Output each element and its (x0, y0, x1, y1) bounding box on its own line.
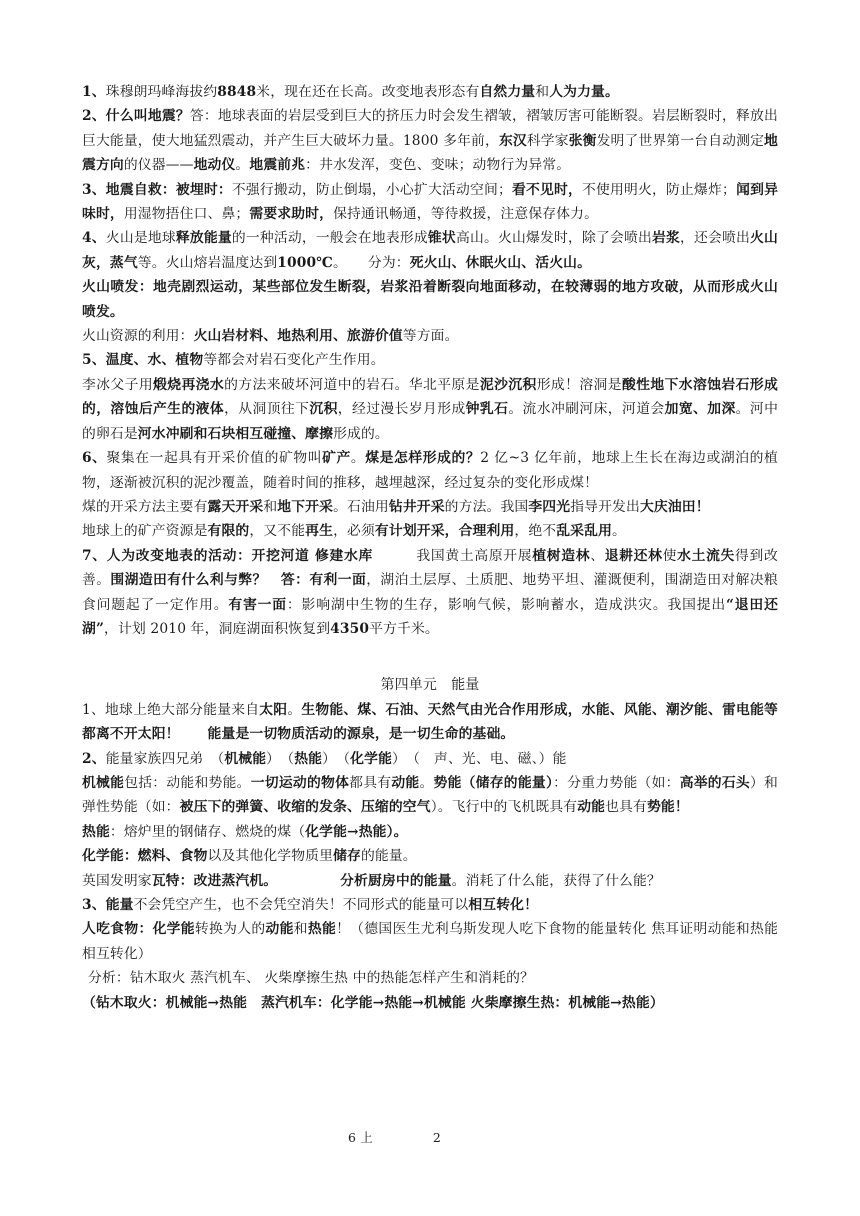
text: 不使用明火，防止爆炸； (582, 181, 737, 198)
text-bold: 有限的 (207, 523, 250, 540)
text-bold: 有害一面 (228, 596, 287, 613)
text: 、 (590, 547, 605, 564)
text-bold: 热能 (294, 750, 323, 767)
paragraph-4 (82, 226, 778, 275)
text-bold: 有计划开采，合理利用 (374, 523, 515, 540)
text: 用湿物捂住口、鼻； (123, 206, 250, 223)
text: 使 (662, 547, 678, 564)
text-bold: 退耕还林 (604, 547, 663, 564)
text: ，必须 (333, 523, 375, 540)
text: 火山资源的利用： (82, 328, 194, 345)
text: 转换为人的 (194, 921, 266, 938)
text-bold: 势能！ (646, 799, 689, 816)
text-bold: 露天开采 (207, 498, 264, 515)
text: ：影响湖中生物的生存，影响气候，影响蓄水，造成洪灾。我国提出 (286, 596, 727, 613)
item-number: 6、 (82, 450, 107, 467)
text: 的方法。我国 (444, 498, 529, 515)
text: 和 (293, 921, 308, 938)
text-bold: 大庆油田！ (639, 498, 710, 515)
page-footer (348, 1126, 441, 1150)
text-bold: 高举的石头 (679, 774, 750, 791)
text-bold: 岩浆 (652, 230, 681, 247)
question-heading: 3、地震自救： (82, 181, 176, 198)
text: 2 亿~3 亿年前，地球上生长在海边或湖泊的植物，逐渐被沉积的泥沙覆盖，随着时间的推移，越埋越深，经过复杂的变化形成煤！ (82, 450, 778, 491)
paragraph-17 (82, 844, 778, 868)
text-bold: 张衡 (568, 132, 597, 149)
text: 李冰父子用 (82, 376, 154, 393)
text: ） （ 声、光、电、磁、）能 (392, 750, 567, 767)
text-bold: 围湖造田有什么利与弊？ 答：有利一面 (110, 572, 367, 589)
text-bold: 火山灰，蒸气 (82, 230, 778, 271)
text: ：分重力势能（如： (553, 774, 680, 791)
item-number: 2、 (82, 750, 106, 767)
text: ，从洞顶往下 (224, 401, 310, 418)
text (180, 726, 208, 742)
section-heading: 第四单元 能量 (380, 677, 480, 694)
text-bold: 火山岩材料、地热利用、旅游价值 (193, 328, 403, 345)
text: ，计划 2010 年，洞庭湖面积恢复到 (104, 620, 331, 637)
text: 。 (612, 523, 626, 540)
text: 。 (350, 450, 366, 467)
text-bold: 热能 (82, 823, 110, 840)
paragraph-13 (82, 698, 778, 747)
text-bold: 河水冲刷和石块相互碰撞、摩擦 (137, 425, 334, 442)
text-bold: 热能 (307, 921, 337, 938)
text: 能量家族四兄弟 （ (105, 750, 225, 767)
text-bold: 太阳 (259, 701, 288, 718)
paragraph-3 (82, 178, 778, 227)
text-bold: 煅烧再浇水 (153, 376, 225, 393)
paragraph-9 (82, 446, 778, 495)
text: 不强行搬动，防止倒塌，小心扩大活动空间； (231, 181, 512, 198)
text-bold: 化学能 (350, 750, 393, 767)
text-bold: 被埋时： (175, 181, 232, 198)
text-bold: 储存 (333, 848, 361, 865)
text: ，还会喷出 (680, 230, 751, 247)
text: 保持通讯畅通，等待救援，注意保存体力。 (333, 206, 599, 223)
text: ，绝不 (514, 523, 557, 540)
question-heading: 2、什么叫地震？ (82, 108, 190, 125)
text: ）。飞行中的飞机既具有 (430, 799, 578, 816)
text: ，经过漫长岁月形成 (337, 401, 466, 418)
text-bold: 加宽、加深 (664, 401, 736, 418)
text: 。消耗了什么能，获得了什么能？ (451, 872, 661, 889)
text: ） （ (322, 750, 351, 767)
text-bold: 化学能 (152, 921, 195, 938)
text-bold: 地下开采 (277, 498, 334, 515)
text-bold: “退田还湖” (82, 596, 779, 637)
text-bold: 地动仪 (193, 157, 236, 174)
text-bold: 酸性地下水溶蚀岩石形成的，溶蚀后产生的液体 (82, 376, 779, 418)
text: ：熔炉里的钢储存、燃烧的煤（ (109, 823, 306, 840)
text: 等。火山熔岩温度达到 (137, 254, 278, 271)
text-bold: 势能（储存的能量） (433, 774, 554, 791)
text-bold: 东汉 (498, 132, 527, 149)
text-bold: 煤是怎样形成的？ (365, 450, 481, 467)
text: ） （ (266, 750, 295, 767)
text: 的方法来破坏河道中的岩石。华北平原是 (224, 376, 480, 393)
text-bold: 乱采乱用 (556, 523, 613, 540)
paragraph-11 (82, 519, 778, 543)
text-bold: 被压下的弹簧、收缩的发条、压缩的空气 (179, 799, 431, 816)
text-bold: 生物能、煤、石油、天然气由光合作用形成，水能、风能、潮汐能、雷电能等都离不开太阳！ (82, 701, 778, 743)
question-heading: 7、人为改变地表的活动：开挖河道 修建水库 (82, 547, 373, 564)
text: ！（德国医生尤利乌斯发现人吃下食物的能量转化 焦耳证明动能和热能相互转化） (82, 921, 779, 962)
text-bold: 锥状 (427, 230, 456, 247)
page-number: 2 (432, 1130, 441, 1145)
text: 地球上的矿产资源是 (82, 523, 208, 540)
text: 米，现在还在长高。改变地表形态有 (256, 84, 480, 100)
text-bold: 闻到异味时， (82, 181, 779, 223)
item-number: 1、 (82, 84, 106, 100)
text: 高山。火山爆发时，除了会喷出 (455, 230, 652, 247)
text: 珠穆朗玛峰海拔约 (105, 84, 218, 100)
text: 答：地球表面的岩层受到巨大的挤压力时会发生褶皱，褶皱厉害可能断裂。岩层断裂时，释放出巨大能量，使大地猛烈震动，并产生巨大破坏力量。1800 多年前， (82, 108, 778, 149)
text-bold: 看不见时， (511, 181, 583, 198)
text (270, 873, 340, 889)
text: 等都会对岩石变化产生作用。 (203, 352, 385, 369)
text: 等方面。 (402, 328, 459, 345)
paragraph-2 (82, 104, 778, 177)
text-bold: 地震方向 (82, 132, 778, 174)
paragraph-7 (82, 348, 778, 372)
footer-label: 6 上 (348, 1130, 373, 1145)
text-bold: 动能 (577, 799, 606, 816)
paragraph-18 (82, 869, 778, 893)
text: ：井水发浑，变色、变味；动物行为异常。 (305, 157, 571, 174)
text-bold: 死火山、休眠火山、活火山。 (409, 254, 592, 271)
text: ）和弹性势能（如： (82, 774, 778, 816)
text: 。 (235, 157, 250, 174)
item-number: 4、 (82, 230, 106, 247)
text: ，又不能 (249, 523, 306, 540)
text: ，湖泊土层厚、土质肥、地势平坦、灌溉便利，围湖造田对解决粮食问题起了一定作用。 (82, 572, 778, 613)
text: 。河中的卵石是 (82, 401, 779, 442)
text-bold: 机械能 (82, 774, 125, 791)
text: 指导开发出 (570, 498, 640, 515)
paragraph-14 (82, 747, 778, 771)
text-bold: 释放能量 (175, 230, 232, 247)
text: 。石油用 (333, 498, 389, 515)
text-bold: 机械能 (224, 750, 267, 767)
text: 的能量。 (360, 848, 417, 865)
text: 都具有 (349, 774, 392, 791)
text: 煤的开采方法主要有 (82, 498, 208, 515)
text-bold: 8848 (217, 84, 257, 100)
text-bold: 一切运动的物体 (250, 774, 350, 791)
text: 也具有 (605, 799, 647, 816)
text-bold: 相互转化！ (468, 897, 539, 913)
paragraph-8 (82, 373, 778, 446)
text: 的一种活动，一般会在地表形成 (231, 230, 428, 247)
text: 科学家 (526, 132, 569, 149)
text-bold: 钻井开采 (388, 498, 445, 515)
text: 我国黄土高原开展 (372, 547, 533, 564)
text-bold: 化学能→热能 (305, 823, 387, 840)
paragraph-19 (82, 893, 778, 917)
text-bold: 钟乳石 (465, 401, 509, 418)
text: 英国发明家 (82, 872, 152, 889)
text: 和 (263, 498, 278, 515)
paragraph-20 (82, 917, 778, 966)
text: 发明了世界第一台自动测定 (596, 132, 765, 149)
text-bold: 瓦特：改进蒸汽机。 (151, 872, 271, 889)
text-bold: 动能 (265, 921, 294, 938)
text-bold: 再生 (305, 523, 334, 540)
text: 的仪器—— (123, 157, 194, 174)
paragraph-21: 分析：钻木取火 蒸汽机车、 火柴摩擦生热 中的热能怎样产生和消耗的？ (88, 970, 534, 987)
text-bold: 3、能量 (82, 897, 134, 913)
text: 1、地球上绝大部分能量来自 (82, 701, 260, 718)
text-bold: 需要求助时， (249, 206, 334, 223)
text-bold: 化学能： (82, 848, 138, 865)
text-bold: 动能 (391, 774, 420, 791)
text: 和 (535, 84, 550, 100)
text-bold: 燃料、食物 (137, 848, 208, 865)
paragraph-10 (82, 495, 778, 519)
text: 不会凭空产生，也不会凭空消失！不同形式的能量可以 (133, 897, 469, 913)
text-bold: 李四光 (528, 498, 571, 515)
paragraph-16 (82, 820, 778, 844)
text-bold: 地震前兆 (249, 157, 306, 174)
paragraph-1 (82, 80, 778, 104)
text: 形成的。 (333, 425, 389, 442)
text-bold: 矿产 (322, 450, 351, 467)
text-bold: 5、温度、水、植物 (82, 352, 204, 369)
text: 。流水冲刷河床，河道会 (508, 401, 665, 418)
paragraph-22: （钻木取火：机械能→热能 蒸汽机车：化学能→热能→机械能 火柴摩擦生热：机械能→热能） (82, 994, 664, 1011)
paragraph-12 (82, 544, 778, 642)
text: 以及其他化学物质里 (207, 848, 334, 865)
text: 火山是地球 (105, 230, 176, 247)
text: 。 (287, 701, 302, 718)
text-bold: 泥沙沉积 (479, 376, 537, 393)
text-bold: 自然力量 (479, 84, 536, 100)
paragraph-6 (82, 324, 778, 348)
text-bold: 沉积 (309, 401, 338, 418)
text: 包括：动能和势能。 (124, 774, 251, 791)
paragraph-15 (82, 771, 778, 820)
text: 形成！溶洞是 (536, 376, 622, 393)
text-bold: 1000℃ (277, 254, 333, 271)
text-bold: 分析厨房中的能量 (340, 872, 452, 889)
text-bold: 人为力量。 (549, 84, 619, 100)
paragraph-5: 火山喷发：地壳剧烈运动，某些部位发生断裂，岩浆沿着断裂向地面移动，在较薄弱的地方攻破，从而形成火山喷发。 (82, 279, 778, 320)
text-bold: 人吃食物： (82, 921, 153, 938)
text: 得到改善。 (82, 547, 778, 589)
text-bold: 能量是一切物质活动的源泉，是一切生命的基础。 (207, 726, 515, 743)
text: 聚集在一起具有开采价值的矿物叫 (106, 450, 323, 467)
text: 平方千米。 (369, 620, 439, 637)
text-bold: ）。 (386, 823, 408, 840)
text: 。 (419, 774, 434, 791)
text-bold: 4350 (330, 620, 370, 637)
text-bold: 水土流失 (677, 547, 736, 564)
text-bold: 植树造林 (532, 547, 591, 564)
text: 。 分为： (332, 254, 410, 271)
